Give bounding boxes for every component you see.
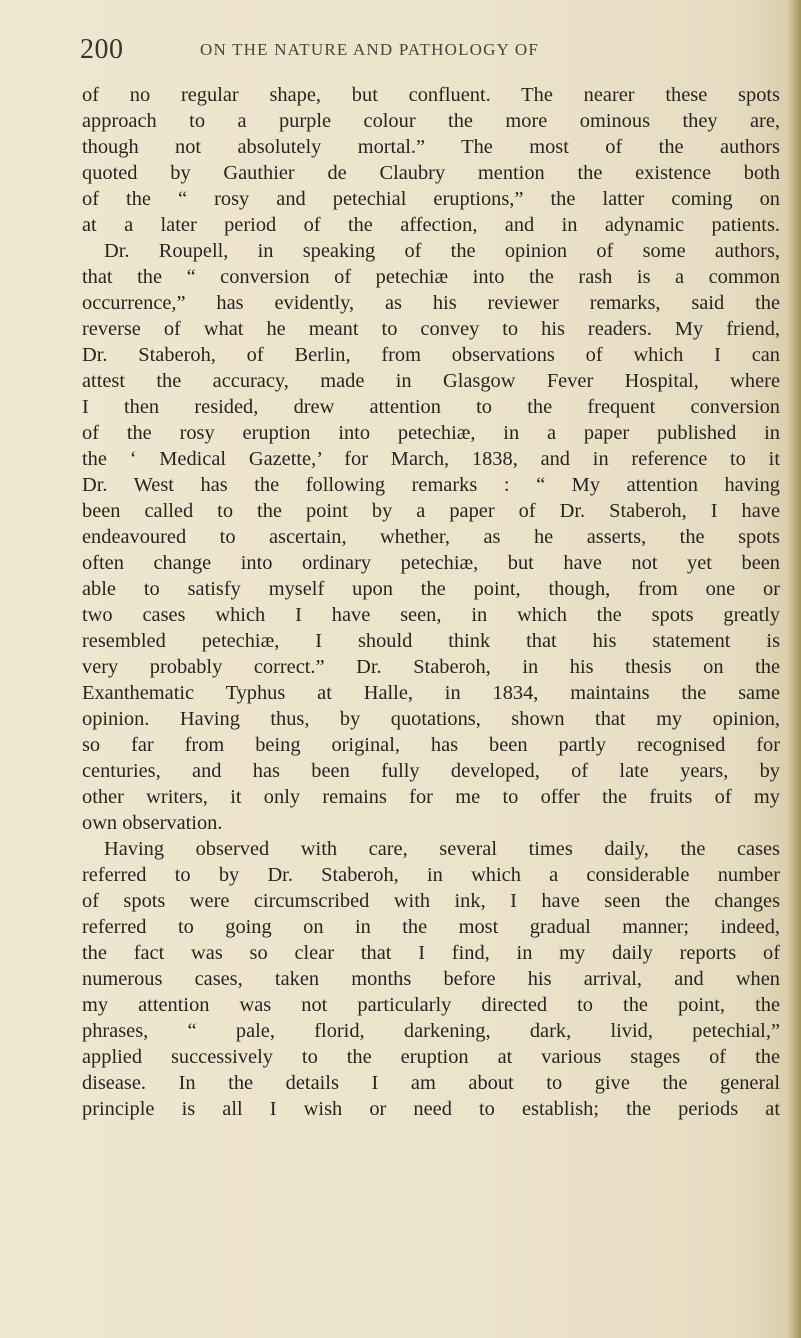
body-text [82, 82, 780, 1122]
text-line: other writers, it only remains for me to offer the fruits of my [82, 786, 780, 808]
text-line: been called to the point by a paper of Dr. Staberoh, I have [82, 500, 780, 522]
text-line: applied successively to the eruption at various stages of the [82, 1046, 780, 1068]
text-line: of the rosy eruption into petechiæ, in a paper published in [82, 422, 780, 444]
text-line: at a later period of the affection, and in adynamic patients. [82, 214, 780, 236]
text-line: reverse of what he meant to convey to his readers. My friend, [82, 318, 780, 340]
text-line: occurrence,” has evidently, as his reviewer remarks, said the [82, 292, 780, 314]
text-line: referred to going on in the most gradual manner; indeed, [82, 916, 780, 938]
text-line: the ‘ Medical Gazette,’ for March, 1838, and in reference to it [82, 448, 780, 470]
text-line: endeavoured to ascertain, whether, as he asserts, the spots [82, 526, 780, 548]
text-line: numerous cases, taken months before his arrival, and when [82, 968, 780, 990]
text-line: resembled petechiæ, I should think that his statement is [82, 630, 780, 652]
text-line: two cases which I have seen, in which the spots greatly [82, 604, 780, 626]
text-line: phrases, “ pale, florid, darkening, dark, livid, petechial,” [82, 1020, 780, 1042]
page-header [0, 28, 801, 68]
text-line: very probably correct.” Dr. Staberoh, in his thesis on the [82, 656, 780, 678]
text-line: Dr. Staberoh, of Berlin, from observations of which I can [82, 344, 780, 366]
text-line: that the “ conversion of petechiæ into the rash is a common [82, 266, 780, 288]
text-line: the fact was so clear that I find, in my daily reports of [82, 942, 780, 964]
page-number: 200 [80, 34, 124, 65]
text-line: Dr. West has the following remarks : “ My attention having [82, 474, 780, 496]
page-edge-shadow [787, 0, 801, 1338]
text-line: my attention was not particularly directed to the point, the [82, 994, 780, 1016]
text-line: attest the accuracy, made in Glasgow Fever Hospital, where [82, 370, 780, 392]
text-line: referred to by Dr. Staberoh, in which a considerable number [82, 864, 780, 886]
text-line: opinion. Having thus, by quotations, shown that my opinion, [82, 708, 780, 730]
text-line: of the “ rosy and petechial eruptions,” the latter coming on [82, 188, 780, 210]
text-line: able to satisfy myself upon the point, though, from one or [82, 578, 780, 600]
text-line: Exanthematic Typhus at Halle, in 1834, maintains the same [82, 682, 780, 704]
text-line: approach to a purple colour the more ominous they are, [82, 110, 780, 132]
text-line: Having observed with care, several times daily, the cases [104, 838, 780, 860]
text-line: centuries, and has been fully developed, of late years, by [82, 760, 780, 782]
text-line: principle is all I wish or need to establish; the periods at [82, 1098, 780, 1120]
text-line: I then resided, drew attention to the frequent conversion [82, 396, 780, 418]
running-head: ON THE NATURE AND PATHOLOGY OF [200, 40, 540, 59]
text-line: quoted by Gauthier de Claubry mention the existence both [82, 162, 780, 184]
text-line: disease. In the details I am about to give the general [82, 1072, 780, 1094]
text-line: of no regular shape, but confluent. The nearer these spots [82, 84, 780, 106]
text-line: though not absolutely mortal.” The most of the authors [82, 136, 780, 158]
text-line: often change into ordinary petechiæ, but have not yet been [82, 552, 780, 574]
text-line: so far from being original, has been partly recognised for [82, 734, 780, 756]
text-line: Dr. Roupell, in speaking of the opinion of some authors, [104, 240, 780, 262]
text-line: of spots were circumscribed with ink, I have seen the changes [82, 890, 780, 912]
text-line: own observation. [82, 812, 223, 834]
